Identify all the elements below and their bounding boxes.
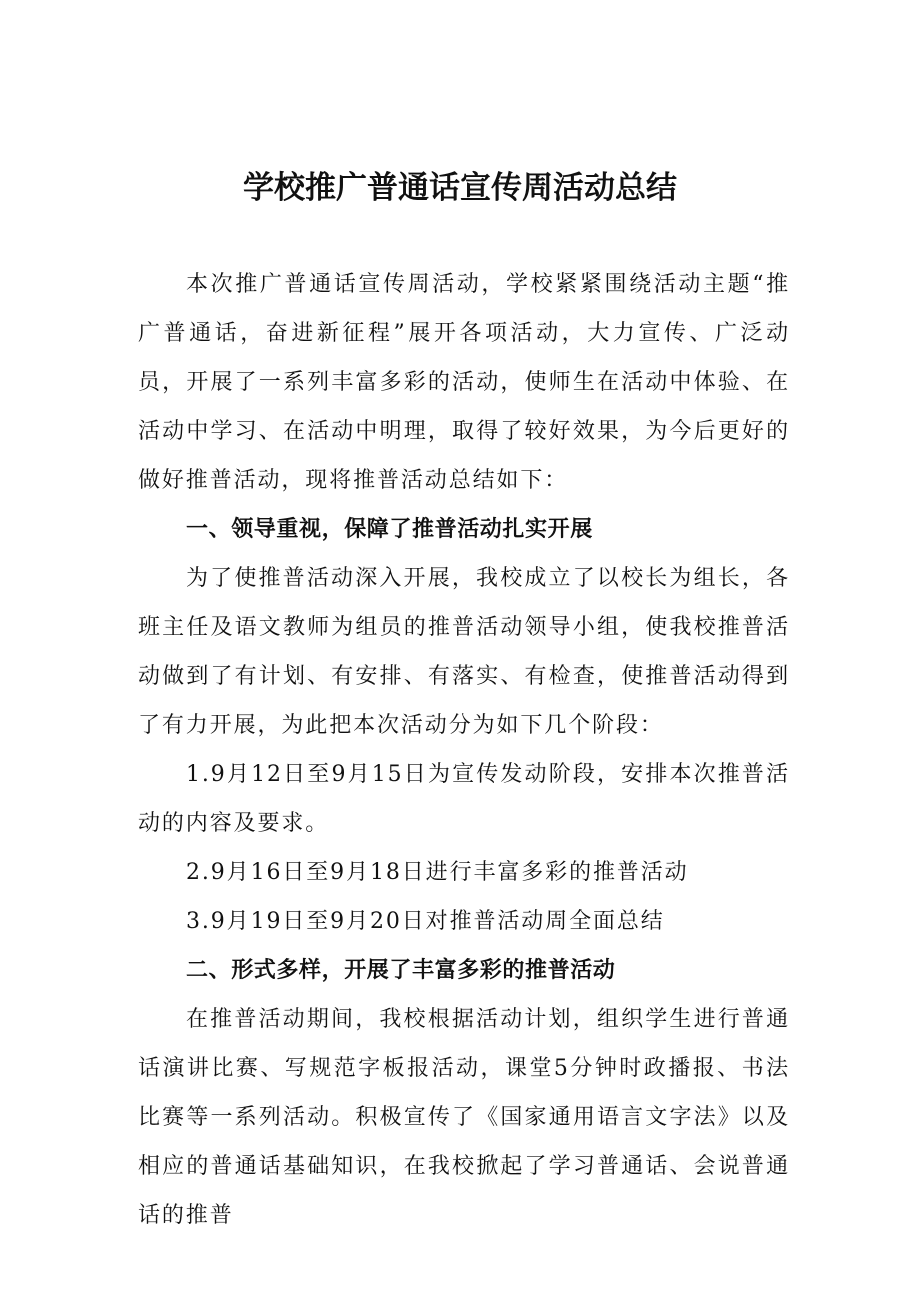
section-heading-1: 一、领导重视，保障了推普活动扎实开展 (186, 517, 593, 542)
stage-item-2: 2.9月16日至9月18日进行丰富多彩的推普活动 (186, 860, 689, 885)
intro-paragraph: 本次推广普通话宣传周活动，学校紧紧围绕活动主题“推广普通话，奋进新征程”展开各项活动，大力宣传、广泛动员，开展了一系列丰富多彩的活动，使师生在活动中体验、在活动中学习、在活动中明理，取得了较好效果，为今后更好的做好推普活动，现将推普活动总结如下： (138, 272, 790, 493)
document-body (138, 260, 790, 1240)
stage-item-3: 3.9月19日至9月20日对推普活动周全面总结 (186, 909, 665, 934)
document-title: 学校推广普通话宣传周活动总结 (243, 170, 677, 206)
section-heading-2: 二、形式多样，开展了丰富多彩的推普活动 (186, 958, 616, 983)
section-2-paragraph: 在推普活动期间，我校根据活动计划，组织学生进行普通话演讲比赛、写规范字板报活动，课堂5分钟时政播报、书法比赛等一系列活动。积极宣传了《国家通用语言文字法》以及相应的普通话基础知识，在我校掀起了学习普通话、会说普通话的推普 (138, 1007, 790, 1228)
section-1-paragraph: 为了使推普活动深入开展，我校成立了以校长为组长，各班主任及语文教师为组员的推普活动领导小组，使我校推普活动做到了有计划、有安排、有落实、有检查，使推普活动得到了有力开展，为此把本次活动分为如下几个阶段： (138, 566, 790, 738)
stage-item-1: 1.9月12日至9月15日为宣传发动阶段，安排本次推普活动的内容及要求。 (138, 762, 790, 836)
